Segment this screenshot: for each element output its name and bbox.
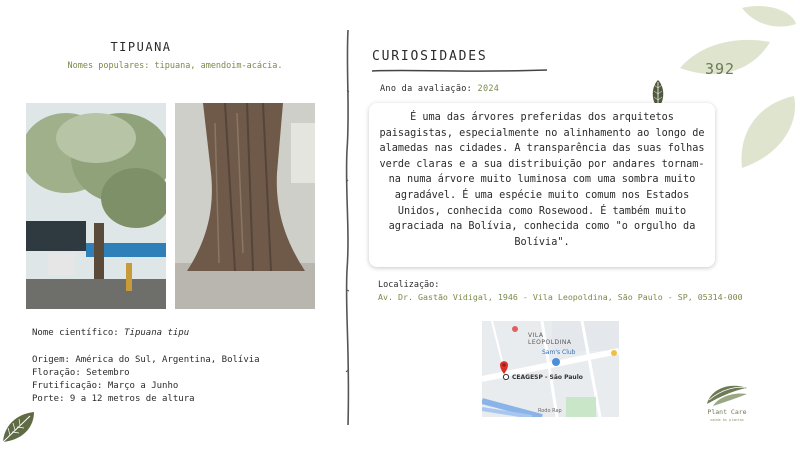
tree-size: Porte: 9 a 12 metros de altura bbox=[32, 394, 195, 404]
tree-name: TIPUANA bbox=[110, 40, 172, 54]
location-map[interactable] bbox=[482, 321, 619, 417]
tree-facts bbox=[32, 354, 260, 406]
location-label: Localização: bbox=[378, 280, 440, 290]
brand-name: Plant Care bbox=[707, 408, 747, 416]
plant-care-logo bbox=[705, 380, 749, 408]
title-underline bbox=[372, 68, 547, 74]
map-road: Rodo Rap bbox=[538, 408, 562, 414]
tree-trunk-photo bbox=[175, 103, 315, 309]
leaf-icon bbox=[0, 408, 38, 446]
map-district: VILA LEOPOLDINA bbox=[528, 332, 572, 346]
fruiting: Frutificação: Março a Junho bbox=[32, 381, 179, 391]
evaluation-year: Ano da avaliação: 2024 bbox=[380, 84, 500, 94]
map-poi: Sam's Club bbox=[542, 349, 576, 356]
flowering: Floração: Setembro bbox=[32, 368, 130, 378]
popular-names: Nomes populares: tipuana, amendoim-acácia. bbox=[67, 61, 283, 71]
curiosities-text: É uma das árvores preferidas dos arquitetos paisagistas, especialmente no alinhamento ao longo de alamedas nas cidades. A transparência das suas folhas verde claras e a sua distribuição por andares tornam-na numa árvore muito luminosa com uma sombra muito agradável. É uma espécie muito comum nos Estados Unidos, conhecida como Rosewood. É também muito agraciada na Bolívia, conhecida como "o orgulho da Bolívia". bbox=[369, 103, 715, 267]
curiosities-title: CURIOSIDADES bbox=[372, 49, 488, 64]
column-divider bbox=[342, 30, 354, 425]
map-marker-label: CEAGESP - São Paulo bbox=[512, 374, 583, 381]
sheet-number: 392 bbox=[705, 60, 736, 78]
tree-canopy-photo bbox=[26, 103, 166, 309]
location-address: Av. Dr. Gastão Vidigal, 1946 - Vila Leopoldina, São Paulo - SP, 05314-000 bbox=[378, 292, 743, 302]
origin: Origem: América do Sul, Argentina, Bolívia bbox=[32, 355, 260, 365]
brand-tagline: saúde às plantas bbox=[710, 418, 744, 422]
scientific-name: Nome científico: Tipuana tipu bbox=[32, 328, 190, 338]
